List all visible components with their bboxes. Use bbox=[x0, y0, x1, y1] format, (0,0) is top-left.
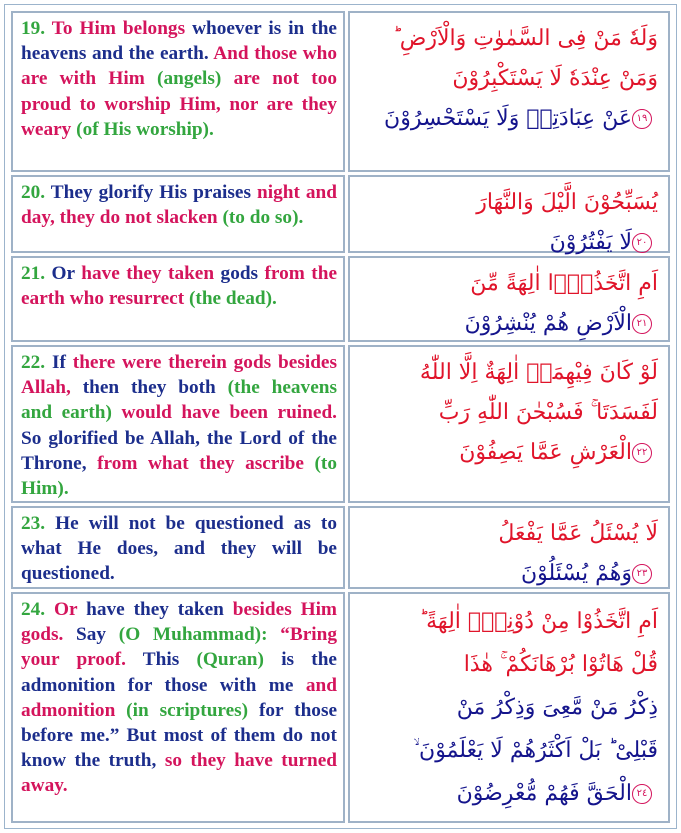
translation-segment: They glorify His praises bbox=[45, 182, 258, 203]
arabic-line: اَمِ اتَّخَذُوْۤا اٰلِهَةً مِّنَ bbox=[470, 271, 658, 296]
ayah-number-marker: ٢٤ bbox=[632, 784, 652, 804]
arabic-text bbox=[348, 175, 670, 253]
verse-row-23 bbox=[11, 506, 670, 589]
english-translation bbox=[11, 11, 345, 172]
verse-number: 20. bbox=[21, 182, 46, 203]
arabic-line: ٢٠لَا يَفْتُرُوْنَ bbox=[358, 223, 658, 263]
translation-segment: nor are they weary bbox=[21, 93, 338, 140]
translation-segment: (the heavens and earth) bbox=[21, 377, 337, 424]
arabic-line: يُسَبِّحُوْنَ الَّيْلَ وَالنَّهَارَ bbox=[476, 190, 658, 215]
translation-segment: for those before me.” bbox=[21, 699, 338, 747]
verse-row-21 bbox=[11, 256, 670, 342]
arabic-line: وَلَهٗ مَنْ فِى السَّمٰوٰتِ وَالْاَرْضِ ؕ bbox=[392, 26, 658, 51]
arabic-text bbox=[348, 256, 670, 342]
ayah-number-marker: ٢٣ bbox=[632, 564, 652, 584]
translation-segment: (the dead). bbox=[184, 288, 277, 310]
translation-segment: would have been ruined. bbox=[111, 402, 337, 424]
translation-segment: whoever is in the heavens and the earth. bbox=[21, 18, 337, 65]
translation-segment: then they both bbox=[82, 377, 216, 399]
translation-segment: Say bbox=[76, 624, 107, 646]
translation-segment: If bbox=[45, 352, 73, 373]
translation-segment: (to Him). bbox=[21, 452, 337, 500]
arabic-text bbox=[348, 345, 670, 503]
ayah-number-marker: ٢٢ bbox=[632, 443, 652, 463]
translation-text bbox=[21, 182, 337, 228]
english-translation bbox=[11, 506, 345, 589]
arabic-line: ذِكْرُ مَنْ مَّعِىَ وَذِكْرُ مَنْ bbox=[456, 695, 658, 720]
arabic-line: لَفَسَدَتَا ۚ فَسُبْحٰنَ اللّٰهِ رَبِّ bbox=[438, 400, 658, 425]
translation-segment: (to do so). bbox=[217, 207, 304, 229]
translation-segment: gods bbox=[220, 263, 265, 284]
arabic-line: ٢٤الْحَقَّ فَهُمْ مُّعْرِضُوْنَ bbox=[358, 772, 658, 815]
english-translation bbox=[11, 345, 345, 503]
verse-table bbox=[4, 4, 677, 829]
translation-text bbox=[21, 599, 337, 796]
translation-segment: is the admonition for those with me bbox=[21, 649, 337, 696]
verse-row-20 bbox=[11, 175, 670, 253]
translation-text bbox=[21, 263, 337, 309]
arabic-line: ٢٣وَهُمْ يُسْئَلُوْنَ bbox=[358, 554, 658, 594]
translation-segment: who resurrect bbox=[69, 288, 185, 310]
verse-number: 21. bbox=[21, 263, 46, 284]
english-translation bbox=[11, 175, 345, 253]
translation-segment: have they taken bbox=[86, 599, 233, 620]
translation-segment: To Him belongs bbox=[45, 18, 193, 39]
translation-segment: so they have turned away. bbox=[21, 750, 337, 797]
translation-segment: Or bbox=[45, 599, 87, 620]
arabic-line: ٢١الْاَرْضِ هُمْ يُنْشِرُوْنَ bbox=[358, 304, 658, 344]
arabic-line: ٢٢الْعَرْشِ عَمَّا يَصِفُوْنَ bbox=[358, 433, 658, 473]
ayah-number-marker: ٢٠ bbox=[632, 233, 652, 253]
translation-text bbox=[21, 352, 337, 499]
translation-segment: (O Muhammad): bbox=[106, 624, 281, 646]
arabic-line: لَوْ كَانَ فِيْهِمَاۤ اٰلِهَةٌ اِلَّا اللّٰهُ bbox=[419, 360, 658, 385]
translation-text bbox=[21, 18, 337, 140]
verse-row-22 bbox=[11, 345, 670, 503]
translation-segment: So glorified be Allah, the Lord of the Throne, bbox=[21, 427, 337, 474]
english-translation bbox=[11, 592, 345, 823]
ayah-number-marker: ١٩ bbox=[632, 109, 652, 129]
translation-segment: (angels) bbox=[157, 68, 222, 90]
arabic-line: ١٩عَنْ عِبَادَتِهٖ وَلَا يَسْتَحْسِرُوْنَ bbox=[358, 99, 658, 139]
arabic-line: وَمَنْ عِنْدَهٗ لَا يَسْتَكْبِرُوْنَ bbox=[452, 66, 658, 91]
translation-segment: from what they ascribe bbox=[97, 452, 304, 474]
arabic-text bbox=[348, 11, 670, 172]
arabic-text bbox=[348, 592, 670, 823]
translation-segment: This bbox=[125, 649, 197, 671]
translation-segment: But most of them do not know the truth, bbox=[21, 725, 337, 772]
arabic-line: اَمِ اتَّخَذُوْا مِنْ دُوْنِهٖۤ اٰلِهَةً ؕ bbox=[419, 609, 658, 634]
translation-segment: have they taken bbox=[81, 263, 221, 284]
arabic-text bbox=[348, 506, 670, 589]
translation-segment: night and day, bbox=[21, 182, 337, 229]
translation-segment: And those who are with Him bbox=[21, 43, 337, 90]
translation-segment: He will not be questioned as to what He does, bbox=[21, 513, 337, 560]
translation-segment: besides Him gods. bbox=[21, 599, 337, 646]
arabic-line: لَا يُسْئَلُ عَمَّا يَفْعَلُ bbox=[498, 521, 658, 546]
translation-segment: and they will be questioned. bbox=[21, 538, 337, 585]
verse-row-19 bbox=[11, 11, 670, 172]
translation-segment: and admonition bbox=[21, 674, 337, 721]
translation-segment: (Quran) bbox=[196, 649, 282, 671]
translation-segment: (in scriptures) bbox=[115, 699, 259, 721]
ayah-number-marker: ٢١ bbox=[632, 314, 652, 334]
arabic-line: قُلْ هَاتُوْا بُرْهَانَكُمْ ۚ هٰذَا bbox=[463, 652, 658, 677]
translation-segment: they do not slacken bbox=[59, 207, 218, 229]
translation-segment: Or bbox=[45, 263, 82, 284]
translation-segment: are not too proud to worship Him, bbox=[21, 68, 337, 115]
verse-number: 19. bbox=[21, 18, 46, 39]
arabic-line: قَبْلِىْ ؕ بَلْ اَكْثَرُهُمْ لَا يَعْلَمُوْنَ ۙ bbox=[413, 738, 658, 763]
verse-number: 23. bbox=[21, 513, 46, 534]
translation-segment: (of His worship). bbox=[71, 118, 214, 140]
english-translation bbox=[11, 256, 345, 342]
translation-segment: “Bring your proof. bbox=[21, 624, 337, 671]
verse-number: 24. bbox=[21, 599, 46, 620]
translation-segment: there were therein gods besides Allah, bbox=[21, 352, 337, 399]
translation-text bbox=[21, 513, 337, 584]
translation-segment: from the earth bbox=[21, 263, 337, 310]
verse-row-24 bbox=[11, 592, 670, 823]
verse-number: 22. bbox=[21, 352, 46, 373]
